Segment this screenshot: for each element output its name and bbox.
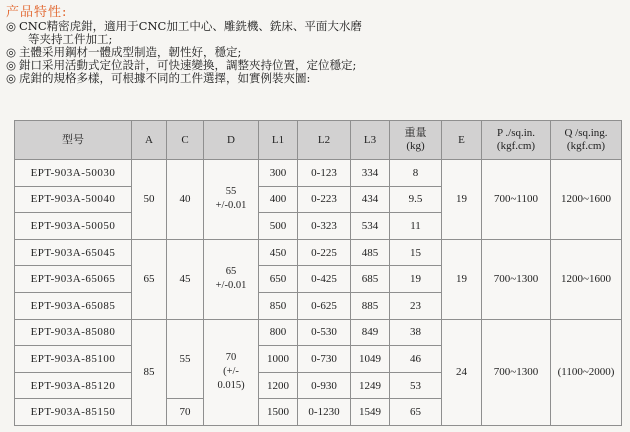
cell-p: 700~1300 xyxy=(482,239,551,319)
cell-a: 85 xyxy=(132,319,167,425)
cell-weight: 11 xyxy=(390,213,442,240)
cell-e: 19 xyxy=(442,160,482,240)
cell-d: 55 +/-0.01 xyxy=(204,160,259,240)
cell-l2: 0-625 xyxy=(298,292,351,319)
col-header-model: 型号 xyxy=(15,121,132,160)
cell-model: EPT-903A-85080 xyxy=(15,319,132,346)
cell-model: EPT-903A-50040 xyxy=(15,186,132,213)
cell-l1: 400 xyxy=(259,186,298,213)
cell-l2: 0-1230 xyxy=(298,399,351,426)
cell-l3: 1549 xyxy=(351,399,390,426)
cell-l3: 334 xyxy=(351,160,390,187)
cell-a: 65 xyxy=(132,239,167,319)
col-header-q: Q /sq.ing. (kgf.cm) xyxy=(551,121,622,160)
col-header-e: E xyxy=(442,121,482,160)
cell-weight: 53 xyxy=(390,372,442,399)
cell-model: EPT-903A-50030 xyxy=(15,160,132,187)
cell-e: 24 xyxy=(442,319,482,425)
cell-model: EPT-903A-65065 xyxy=(15,266,132,293)
table-row xyxy=(15,319,622,346)
cell-l3: 534 xyxy=(351,213,390,240)
cell-l3: 885 xyxy=(351,292,390,319)
cell-l1: 450 xyxy=(259,239,298,266)
col-header-a: A xyxy=(132,121,167,160)
cell-l1: 1000 xyxy=(259,346,298,373)
col-header-l3: L3 xyxy=(351,121,390,160)
col-header-l2: L2 xyxy=(298,121,351,160)
cell-c: 40 xyxy=(167,160,204,240)
cell-l3: 434 xyxy=(351,186,390,213)
cell-weight: 65 xyxy=(390,399,442,426)
cell-weight: 38 xyxy=(390,319,442,346)
bullet-icon: ◎ xyxy=(6,71,17,85)
cell-l2: 0-930 xyxy=(298,372,351,399)
cell-p: 700~1300 xyxy=(482,319,551,425)
col-header-d: D xyxy=(204,121,259,160)
cell-l3: 849 xyxy=(351,319,390,346)
bullet-icon: ◎ xyxy=(6,58,17,72)
spec-table xyxy=(14,120,622,426)
cell-l2: 0-123 xyxy=(298,160,351,187)
cell-q: (1100~2000) xyxy=(551,319,622,425)
bullet-icon: ◎ xyxy=(6,19,17,33)
cell-c: 70 xyxy=(167,399,204,426)
cell-l1: 1200 xyxy=(259,372,298,399)
cell-l2: 0-730 xyxy=(298,346,351,373)
feature-item-continued: 等夹持工件加工; xyxy=(28,32,113,46)
cell-weight: 9.5 xyxy=(390,186,442,213)
cell-model: EPT-903A-85150 xyxy=(15,399,132,426)
cell-l3: 685 xyxy=(351,266,390,293)
bullet-icon: ◎ xyxy=(6,45,17,59)
feature-item: ◎ 鉗口采用活動式定位設計，可快速變換，調整夾持位置，定位穩定; xyxy=(6,58,357,72)
cell-model: EPT-903A-85120 xyxy=(15,372,132,399)
col-header-l1: L1 xyxy=(259,121,298,160)
cell-l1: 850 xyxy=(259,292,298,319)
cell-p: 700~1100 xyxy=(482,160,551,240)
col-header-c: C xyxy=(167,121,204,160)
cell-model: EPT-903A-65045 xyxy=(15,239,132,266)
feature-item: ◎ 主體采用鋼材一體成型制造，韌性好，穩定; xyxy=(6,45,242,59)
cell-d: 65 +/-0.01 xyxy=(204,239,259,319)
cell-l1: 300 xyxy=(259,160,298,187)
cell-l1: 500 xyxy=(259,213,298,240)
features-title: 产品特性: xyxy=(6,5,68,20)
cell-l1: 800 xyxy=(259,319,298,346)
cell-model: EPT-903A-85100 xyxy=(15,346,132,373)
cell-c: 55 xyxy=(167,319,204,399)
cell-l3: 1249 xyxy=(351,372,390,399)
cell-l1: 1500 xyxy=(259,399,298,426)
feature-item: ◎ 虎鉗的規格多樣，可根據不同的工件選擇，如實例裝夾圖: xyxy=(6,71,311,85)
cell-weight: 15 xyxy=(390,239,442,266)
feature-item: ◎ CNC精密虎鉗，適用于CNC加工中心、雕銑機、銑床、平面大水磨 xyxy=(6,19,362,33)
col-header-weight: 重量 (kg) xyxy=(390,121,442,160)
table-row xyxy=(15,239,622,266)
cell-e: 19 xyxy=(442,239,482,319)
cell-model: EPT-903A-65085 xyxy=(15,292,132,319)
cell-weight: 23 xyxy=(390,292,442,319)
cell-weight: 8 xyxy=(390,160,442,187)
col-header-p: P ./sq.in. (kgf.cm) xyxy=(482,121,551,160)
cell-l1: 650 xyxy=(259,266,298,293)
cell-c: 45 xyxy=(167,239,204,319)
product-features xyxy=(6,6,621,85)
cell-l2: 0-425 xyxy=(298,266,351,293)
cell-a: 50 xyxy=(132,160,167,240)
cell-weight: 46 xyxy=(390,346,442,373)
cell-q: 1200~1600 xyxy=(551,239,622,319)
table-row xyxy=(15,160,622,187)
cell-q: 1200~1600 xyxy=(551,160,622,240)
cell-l2: 0-530 xyxy=(298,319,351,346)
cell-l3: 485 xyxy=(351,239,390,266)
cell-l2: 0-223 xyxy=(298,186,351,213)
cell-l2: 0-323 xyxy=(298,213,351,240)
cell-l2: 0-225 xyxy=(298,239,351,266)
cell-weight: 19 xyxy=(390,266,442,293)
table-header-row xyxy=(15,121,622,160)
cell-model: EPT-903A-50050 xyxy=(15,213,132,240)
cell-l3: 1049 xyxy=(351,346,390,373)
cell-d: 70 (+/- 0.015) xyxy=(204,319,259,425)
